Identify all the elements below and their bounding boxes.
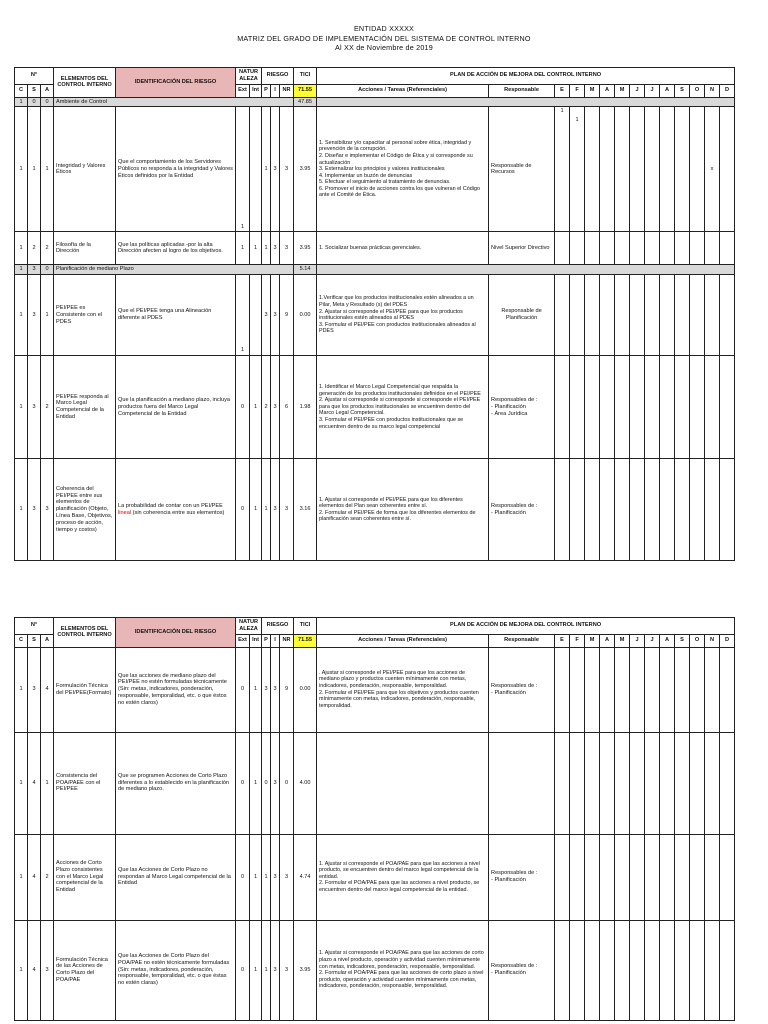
col-i: I (271, 84, 280, 97)
col-header-elementos: ELEMENTOS DEL CONTROL INTERNO (54, 68, 116, 98)
month-a2: A (660, 84, 675, 97)
table-row: 1 1 1 Integridad y Valores Éticos Que el comportamiento de los Servidores Públicos no responda a la integridad y Valores Éticos definidos por la Entidad 1 1 3 3 3.95 1. Sensibilizar y/o capacitar al personal sobre ética, integridad y prevención de la corrupción. 2. Diseñar e implementar el Código de Ética y si corresponde su actualización 3. Externalizar los principios y valores institucionales 4. Implementar un buzón de denuncias 5. Efectuar el seguimiento al tratamiento de denuncias. 6. Promover el inicio de acciones contra los que vulneran el Código ante el Comité de Ética. Responsable de Recursos 1 1 x (15, 107, 735, 232)
elemento-cell: Integridad y Valores Éticos (54, 107, 116, 232)
month-j: J (630, 84, 645, 97)
col-s: S (28, 84, 41, 97)
month-m2: M (615, 84, 630, 97)
col-header-naturaleza: NATUR ALEZA (236, 68, 262, 85)
riesgo-cell: Que el comportamiento de los Servidores Públicos no responda a la integridad y Valores Éticos definidos por la Entidad (116, 107, 236, 232)
table-row: 1 3 4 Formulación Técnica del PEI/PEE(Formato) Que las acciones de mediano plazo del PEI/PEE no estén formuladas técnicamente (Sin: metas, indicadores, ponderación, responsable, temporalidad, etc. o que éstos no estén claros) 0 1 3 3 9 0.00 . Ajustar si corresponde el PEI/PEE para que los acciones de mediano plazo y productos cuenten mínimamente con metas, indicadores, ponderación, responsable, temporalidad. 2. Formular el PEI/PEE para que los objetivos y productos cuenten mínimamente con metas, indicadores, ponderación, responsable, temporalidad. Responsables de : - Planificación (15, 647, 735, 732)
section-tici: 47.85 (294, 97, 317, 107)
col-responsable: Responsable (489, 84, 555, 97)
document-title-block (0, 24, 768, 53)
col-c: C (15, 84, 28, 97)
col-header-plan: PLAN DE ACCIÓN DE MEJORA DEL CONTROL INTERNO (317, 68, 735, 85)
col-a: A (41, 84, 54, 97)
col-nr: NR (280, 84, 294, 97)
table-row: 1 4 2 Acciones de Corto Plazo consistentes con el Marco Legal competencial de la Entidad Que las Acciones de Corto Plazo no respondan al Marco Legal competencial de la Entidad 0 1 1 3 3 4.74 1. Ajustar si corresponde el POA/PAE para que las acciones a nivel producto, se encuentren dentro del marco legal competencial de la entidad. 2. Formular el POA/PAE para que las acciones a nivel producto, se encuentren dentro del marco legal competencial de la entidad. Responsables de : - Planificación (15, 834, 735, 920)
responsable-cell: Responsable de Recursos (489, 107, 555, 232)
section-row: 1 0 0 Ambiente de Control 47.85 (15, 97, 735, 107)
matrix-table-page-2: N° ELEMENTOS DEL CONTROL INTERNO IDENTIFICACIÓN DEL RIESGO NATUR ALEZA RIESGO TICI PLAN DE ACCIÓN DE MEJORA DEL CONTROL INTERNO C S A Ext Int P I NR 71.55 Acciones / Tareas (Referenciales) Responsable E F M A M J J A S O N D 1 3 4 Formulación Técnica del PEI/PEE(Formato) Que las acciones de mediano plazo del PEI/PEE no estén formuladas técnicamente (Sin: metas, indicadores, ponderación, responsable, temporalidad, etc. o que éstos no estén claros) 0 1 3 3 9 0.00 . Ajustar si corresponde el PEI/PEE para que los acciones de mediano plazo y productos cuenten mínimamente con metas, indicadores, ponderación, responsable, temporalidad. 2. Formular el PEI/PEE para que los objetivos y productos cuenten mínimamente con metas, indicadores, ponderación, responsable, temporalidad. Responsables de : - Planificación 1 4 1 Consistencia del POA/PAEE con el PEI/PEE Que se programen Acciones de Corto Plazo diferentes a lo establecido en la planificación de mediano plazo. 0 1 0 3 0 4.00 1 4 2 Acciones de Corto Plazo consistentes con el Marco Legal competencial de la Entidad Que las Acciones de Corto Plazo no respondan al Marco Legal competencial de la Entidad 0 1 1 3 3 4.74 1. Ajustar si corresponde el POA/PAE para que las acciones a nivel producto, se encuentren dentro del marco legal competencial de la entidad. 2. Formular el POA/PAE para que las acciones a nivel producto, se encuentren dentro del marco legal competencial de la entidad. Responsables de : - Planificación 1 4 3 Formulación Técnica de las Acciones de Corto Plazo del POA/PAE Que las Acciones de Corto Plazo del POA/PAE no estén técnicamente formuladas (Sin: metas, indicadores, ponderación, responsable, temporalidad, etc. o que éstas no estén claras) 0 1 1 3 3 3.95 1. Ajustar si corresponde el POA/PAE para que las acciones de corto plazo a nivel producto, operación y actividad cuenten mínimamente con metas, indicadores, ponderación, responsable, temporalidad. 2. Formular el POA/PAE para que las acciones de corto plazo a nivel producto, operación y actividad cuenten mínimamente con metas, indicadores, ponderación, responsable, temporalidad. Responsables de : - Planificación (14, 617, 735, 1021)
section-label: Ambiente de Control (54, 97, 294, 107)
month-e: E (555, 84, 570, 97)
col-header-tici: TICI (294, 68, 317, 85)
col-header-identificacion: IDENTIFICACIÓN DEL RIESGO (116, 68, 236, 98)
table-row: 1 4 1 Consistencia del POA/PAEE con el PEI/PEE Que se programen Acciones de Corto Plazo diferentes a lo establecido en la planificación de mediano plazo. 0 1 0 3 0 4.00 (15, 732, 735, 834)
col-acciones: Acciones / Tareas (Referenciales) (317, 84, 489, 97)
table-row: 1 3 2 PEI/PEE responda al Marco Legal Competencial de la Entidad Que la planificación a mediano plazo, incluya productos fuera del Marco Legal Competencial de la Entidad 0 1 2 3 6 1.98 1. Identificar el Marco Legal Competencial que respalda la generación de los productos institucionales definidos en el PEI/PEE 2. Ajustar si corresponde si corresponde si corresponde el PEI/PEE para que los productos institucionales se encuentren dentro del Marco Legal Competencial. 3. Formular el PEI/PEE con productos institucionales que se encuentren dentro de su marco legal competencial Responsables de : - Planificación - Área Jurídica (15, 356, 735, 459)
month-j2: J (645, 84, 660, 97)
month-o: O (690, 84, 705, 97)
entity-title: ENTIDAD XXXXX (353, 24, 415, 33)
col-ext: Ext (236, 84, 250, 97)
month-f: F (570, 84, 585, 97)
table-row: 1 2 2 Filosofía de la Dirección Que las políticas aplicadas -por la alta Dirección afecten al logro de los objetivos. 1 1 1 3 3 3.95 1. Socializar buenas prácticas gerenciales. Nivel Superior Directivo (15, 232, 735, 265)
highlight-word: lineal (118, 509, 132, 516)
month-a: A (600, 84, 615, 97)
month-s: S (675, 84, 690, 97)
riesgo-cell: La probabilidad de contar con un PEI/PEE lineal (sin coherencia entre sus elementos) (116, 459, 236, 561)
tici-total: 71.55 (294, 84, 317, 97)
col-int: Int (250, 84, 262, 97)
matrix-title: MATRIZ DEL GRADO DE IMPLEMENTACIÓN DEL SISTEMA DE CONTROL INTERNO (237, 33, 531, 43)
col-header-riesgo: RIESGO (262, 68, 294, 85)
month-m: M (585, 84, 600, 97)
table-row: 1 3 1 PEI/PEE es Consistente con el PDES Que el PEI/PEE tenga una Alineación diferente al PDES 1 3 3 9 0.00 1.Verificar que los productos institucionales estén alineados a un Pilar, Meta y Resultado (s) del PDES 2. Ajustar si corresponde el PEI/PEE para que los productos institucionales estén alineados al PDES 3. Formular el PEI/PEE con productos institucionales alineados al PDES Responsable de Planificación (15, 275, 735, 356)
table-row: 1 3 3 Coherencia del PEI/PEE entre sus elementos de planificación (Objeto, Línea Base, Objetivos, proceso de acción, tiempo y costos) La probabilidad de contar con un PEI/PEE lineal (sin coherencia entre sus elementos) 0 1 1 3 3 3.16 1. Ajustar si corresponde el PEI/PEE para que los diferentes elementos del Plan sean coherentes entre sí. 2. Formular el PEI/PEE de forma que los diferentes elementos de planificación sean coherentes entre sí. Responsables de : - Planificación (15, 459, 735, 561)
date-line: Al XX de Noviembre de 2019 (335, 43, 433, 53)
month-n: N (705, 84, 720, 97)
table-row: 1 4 3 Formulación Técnica de las Acciones de Corto Plazo del POA/PAE Que las Acciones de Corto Plazo del POA/PAE no estén técnicamente formuladas (Sin: metas, indicadores, ponderación, responsable, temporalidad, etc. o que éstas no estén claras) 0 1 1 3 3 3.95 1. Ajustar si corresponde el POA/PAE para que las acciones de corto plazo a nivel producto, operación y actividad cuenten mínimamente con metas, indicadores, ponderación, responsable, temporalidad. 2. Formular el POA/PAE para que las acciones de corto plazo a nivel producto, operación y actividad cuenten mínimamente con metas, indicadores, ponderación, responsable, temporalidad. Responsables de : - Planificación (15, 920, 735, 1020)
section-row: 1 3 0 Planificación de mediano Plazo 5.14 (15, 265, 735, 275)
acciones-cell: 1. Sensibilizar y/o capacitar al personal sobre ética, integridad y prevención de la corrupción. 2. Diseñar e implementar el Código de Ética y si corresponde su actualización 3. Externalizar los principios y valores institucionales 4. Implementar un buzón de denuncias 5. Efectuar el seguimiento al tratamiento de denuncias. 6. Promover el inicio de acciones contra los que vulneran el Código ante el Comité de Ética. (317, 107, 489, 232)
col-p: P (262, 84, 271, 97)
col-header-n: N° (15, 68, 54, 85)
month-d: D (720, 84, 735, 97)
matrix-table-page-1 (14, 67, 735, 561)
